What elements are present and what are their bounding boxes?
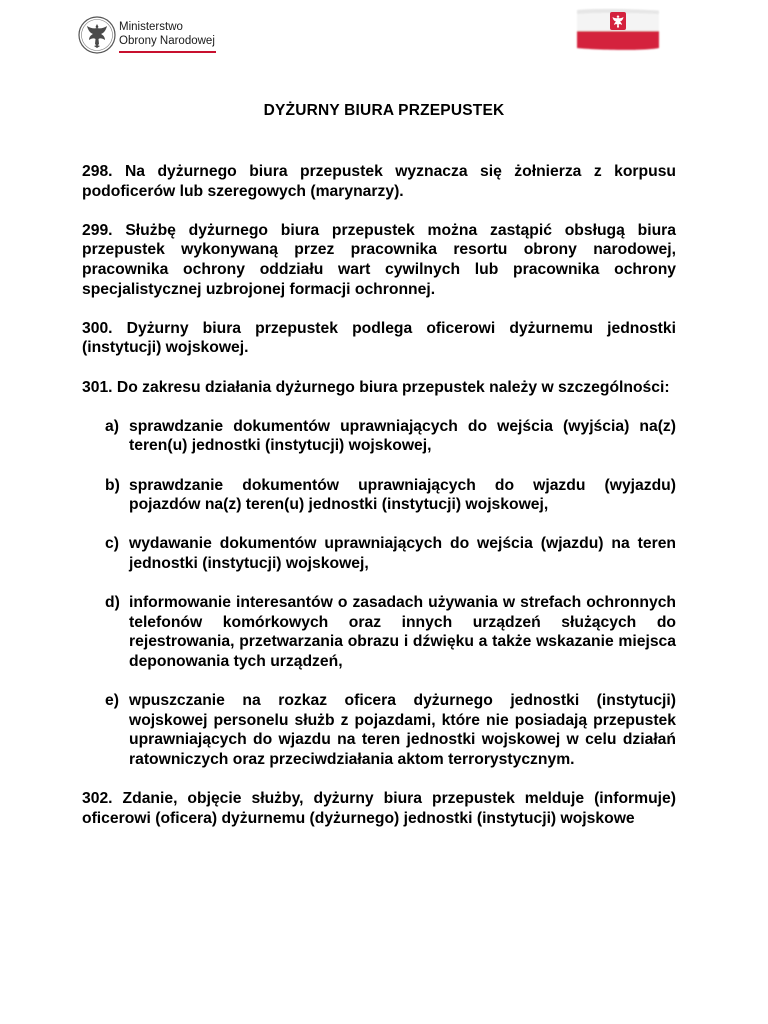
document-body — [82, 162, 676, 848]
list-item — [82, 417, 676, 456]
list-item-text: wydawanie dokumentów uprawniających do wejścia (wjazdu) na teren jednostki (instytucji) wojskowej, — [129, 535, 676, 572]
ministry-name — [119, 20, 215, 48]
list-item-text: sprawdzanie dokumentów uprawniających do wjazdu (wyjazdu) pojazdów na(z) teren(u) jednostki (instytucji) wojskowej, — [129, 476, 676, 514]
polish-flag-icon — [575, 8, 661, 52]
ministry-logo — [78, 14, 220, 56]
list-item-label: d) — [105, 594, 120, 612]
list-item-label: e) — [105, 692, 119, 710]
list-item-text: informowanie interesantów o zasadach używania w strefach ochronnych telefonów komórkowych oraz innych urządzeń służących do rejestrowania, przetwarzania obrazu i dźwięku a także wskazanie miejsca deponowania tych urządzeń, — [129, 594, 676, 670]
list-item — [82, 691, 676, 769]
list-item-label: c) — [105, 535, 119, 553]
paragraph-299: 299. Służbę dyżurnego biura przepustek można zastąpić obsługą biura przepustek wykonywaną przez pracownika resortu obrony narodowej, pracownika ochrony oddziału wart cywilnych lub pracownika ochrony specjalistycznej uzbrojonej formacji ochronnej. — [82, 221, 676, 298]
paragraph-300: 300. Dyżurny biura przepustek podlega oficerowi dyżurnemu jednostki (instytucji) wojskowej. — [82, 319, 676, 357]
list-item-text: wpuszczanie na rozkaz oficera dyżurnego jednostki (instytucji) wojskowej personelu służb z pojazdami, które nie posiadają przepustek uprawniających do wjazdu na teren jednostki wojskowej w celu działań ratowniczych oraz przeciwdziałania aktom terrorystycznym. — [129, 692, 676, 768]
ministry-name-line1: Ministerstwo — [119, 21, 183, 33]
list-item-label: a) — [105, 417, 119, 435]
duties-list — [82, 417, 676, 770]
document-title: DYŻURNY BIURA PRZEPUSTEK — [263, 102, 505, 119]
list-item — [82, 534, 676, 573]
list-item — [82, 593, 676, 671]
list-item-text: sprawdzanie dokumentów uprawniających do wejścia (wyjścia) na(z) teren(u) jednostki (instytucji) wojskowej, — [129, 417, 676, 455]
paragraph-298: 298. Na dyżurnego biura przepustek wyznacza się żołnierza z korpusu podoficerów lub szeregowych (marynarzy). — [82, 163, 676, 200]
ministry-accent-rule — [119, 51, 216, 53]
list-item — [82, 476, 676, 515]
list-item-label: b) — [105, 476, 120, 494]
paragraph-302: 302. Zdanie, objęcie służby, dyżurny biura przepustek melduje (informuje) oficerowi (oficera) dyżurnemu (dyżurnego) jednostki (instytucji) wojskowe — [82, 790, 676, 827]
paragraph-301: 301. Do zakresu działania dyżurnego biura przepustek należy w szczególności: — [82, 378, 670, 396]
eagle-emblem-icon — [78, 16, 116, 54]
ministry-name-line2: Obrony Narodowej — [119, 35, 215, 47]
